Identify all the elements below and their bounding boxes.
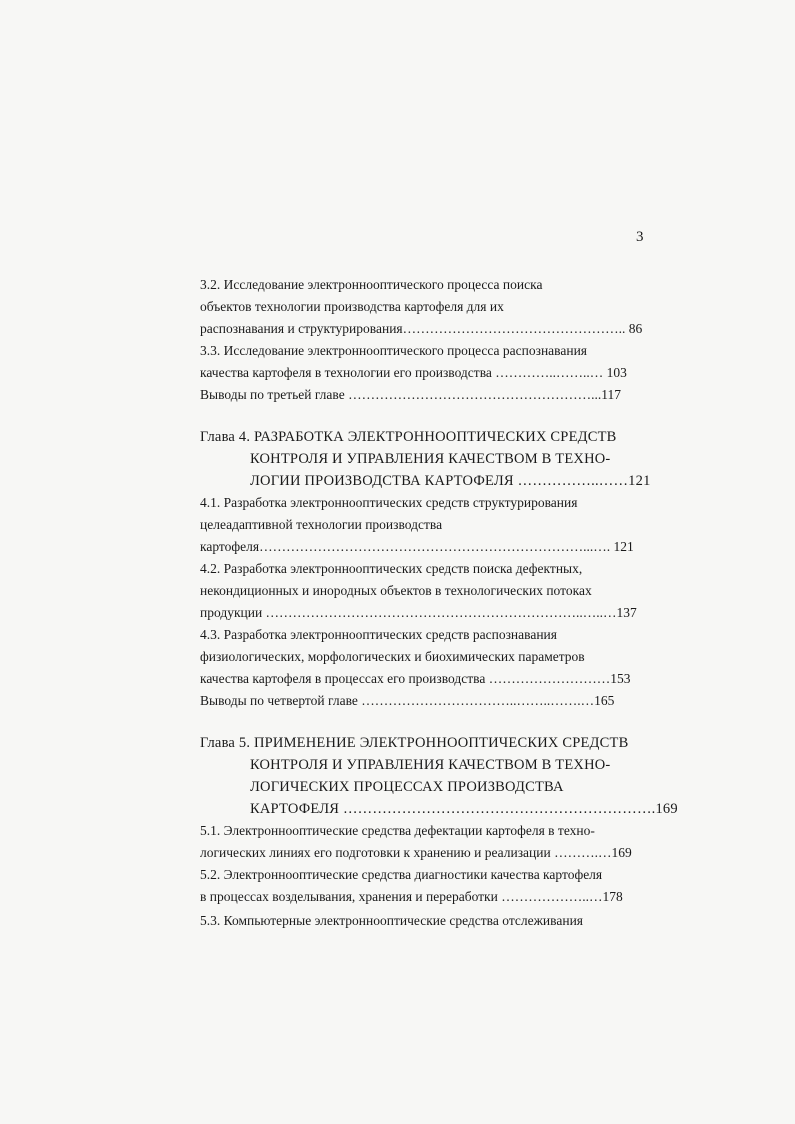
toc-4-2-line-1: 4.2. Разработка электроннооптических средств поиска дефектных, <box>200 561 583 576</box>
toc-5-1-line-1: 5.1. Электроннооптические средства дефектации картофеля в техно- <box>200 823 595 838</box>
toc-chapter-3-conclusions: Выводы по третьей главе ………………………………………………...117 <box>200 387 621 402</box>
toc-5-2-line-1: 5.2. Электроннооптические средства диагностики качества картофеля <box>200 867 603 882</box>
toc-3-3-line-1: 3.3. Исследование электроннооптического процесса распознавания <box>200 343 588 358</box>
toc-4-1-line-2: целеадаптивной технологии производства <box>200 517 443 532</box>
toc-chapter-5-line-4: КАРТОФЕЛЯ ……………………………………………………….169 <box>250 801 678 817</box>
toc-4-3-line-1: 4.3. Разработка электроннооптических средств распознавания <box>200 627 557 642</box>
toc-4-3-line-2: физиологических, морфологических и биохимических параметров <box>200 649 585 664</box>
toc-4-2-line-2: некондиционных и инородных объектов в технологических потоках <box>200 583 592 598</box>
toc-4-3-line-3: качества картофеля в процессах его производства ………………………153 <box>200 671 631 686</box>
toc-5-2-line-2: в процессах возделывания, хранения и переработки ………………..…178 <box>200 889 623 904</box>
toc-chapter-5-line-2: КОНТРОЛЯ И УПРАВЛЕНИЯ КАЧЕСТВОМ В ТЕХНО- <box>250 757 611 773</box>
toc-chapter-5-line-1: Глава 5. ПРИМЕНЕНИЕ ЭЛЕКТРОННООПТИЧЕСКИХ СРЕДСТВ <box>200 735 629 751</box>
toc-chapter-4-line-3: ЛОГИИ ПРОИЗВОДСТВА КАРТОФЕЛЯ ……………..……121 <box>250 473 651 489</box>
toc-3-2-line-2: объектов технологии производства картофеля для их <box>200 299 504 314</box>
toc-chapter-4-line-2: КОНТРОЛЯ И УПРАВЛЕНИЯ КАЧЕСТВОМ В ТЕХНО- <box>250 451 611 467</box>
toc-5-3-line-1: 5.3. Компьютерные электроннооптические средства отслеживания <box>200 913 584 928</box>
toc-5-1-line-2: логических линиях его подготовки к хранению и реализации ……….…169 <box>200 845 632 860</box>
toc-4-1-line-3: картофеля………………………………………………………………...…. 121 <box>200 539 634 554</box>
toc-chapter-5-line-3: ЛОГИЧЕСКИХ ПРОЦЕССАХ ПРОИЗВОДСТВА <box>250 779 564 795</box>
page-number: 3 <box>636 229 644 245</box>
toc-4-1-line-1: 4.1. Разработка электроннооптических средств структурирования <box>200 495 578 510</box>
toc-chapter-4-line-1: Глава 4. РАЗРАБОТКА ЭЛЕКТРОННООПТИЧЕСКИХ СРЕДСТВ <box>200 429 617 445</box>
toc-chapter-4-conclusions: Выводы по четвертой главе ……………………………..……..…….…165 <box>200 693 615 708</box>
toc-3-2-line-1: 3.2. Исследование электроннооптического процесса поиска <box>200 277 543 292</box>
toc-3-2-line-3: распознавания и структурирования………………………………………….. 86 <box>200 321 643 336</box>
toc-4-2-line-3: продукции ……………………………………………………………..…..…137 <box>200 605 637 620</box>
toc-3-3-line-2: качества картофеля в технологии его производства …………..……..… 103 <box>200 365 627 380</box>
